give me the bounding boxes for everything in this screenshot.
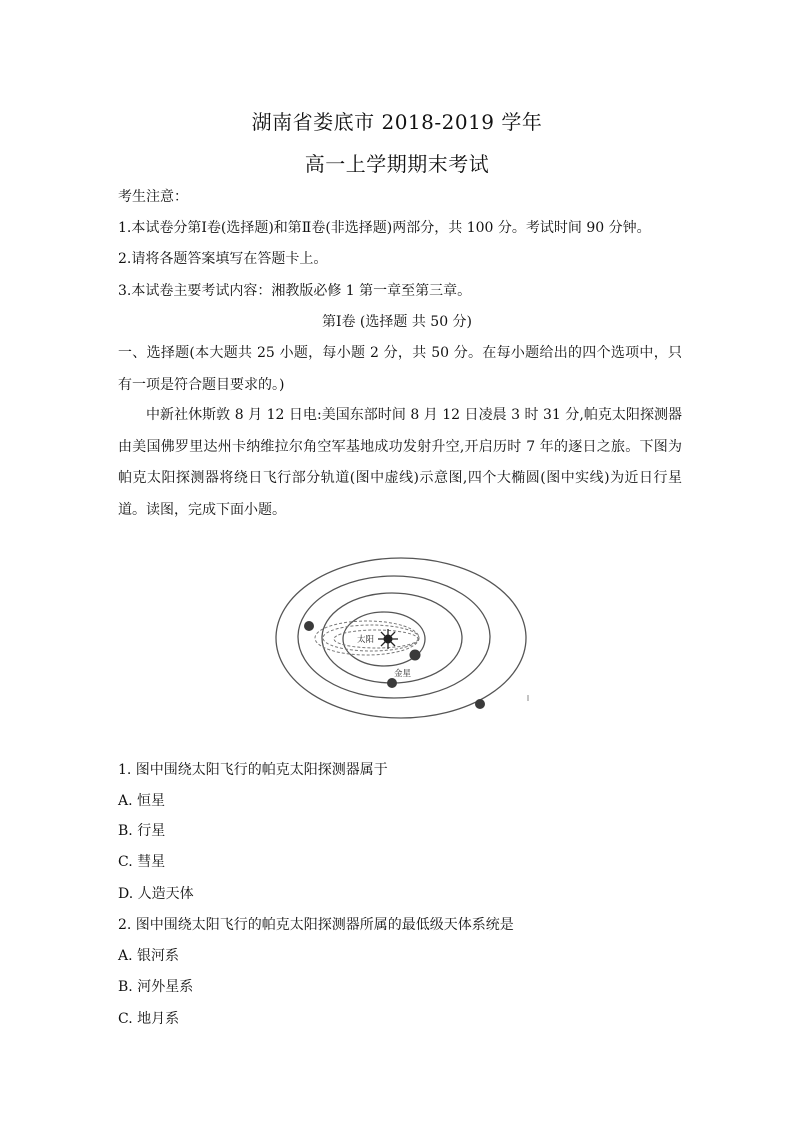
question-2-stem: 2. 图中围绕太阳飞行的帕克太阳探测器所属的最低级天体系统是 (118, 917, 514, 933)
notice-item-1: 1.本试卷分第Ⅰ卷(选择题)和第Ⅱ卷(非选择题)两部分，共 100 分。考试时间 90 分钟。 (118, 220, 651, 236)
notice-heading: 考生注意： (118, 189, 188, 205)
exam-title-line1: 湖南省娄底市 2018-2019 学年 (251, 110, 543, 134)
question-1-option-c: C. 彗星 (118, 854, 166, 870)
question-1-option-d: D. 人造天体 (118, 886, 194, 902)
exam-title-line2: 高一上学期期末考试 (304, 152, 490, 176)
probe-orbit-3 (334, 630, 418, 648)
part-title: 第Ⅰ卷 (选择题 共 50 分) (321, 314, 473, 330)
question-2-option-b: B. 河外星系 (118, 979, 194, 995)
question-1-option-a: A. 恒星 (118, 793, 166, 809)
sun-label: 太阳 (357, 635, 375, 645)
question-1-stem: 1. 图中围绕太阳飞行的帕克太阳探测器属于 (118, 762, 388, 778)
orbit-outer-1 (276, 558, 526, 718)
venus-label: 金星 (394, 669, 412, 679)
planet-outer (475, 699, 485, 709)
venus-planet (387, 678, 397, 688)
notice-item-2: 2.请将各题答案填写在答题卡上。 (118, 251, 328, 267)
solar-orbit-figure (270, 552, 532, 738)
reading-passage (118, 400, 682, 526)
planet-right-inner (410, 650, 421, 661)
planet-left (304, 621, 314, 631)
section-instructions: 一、选择题(本大题共 25 小题，每小题 2 分，共 50 分。在每小题给出的四个选项中，只有一项是符合题目要求的。) (118, 345, 682, 393)
notice-item-3: 3.本试卷主要考试内容：湘教版必修 1 第一章至第三章。 (118, 283, 472, 299)
question-2-option-c: C. 地月系 (118, 1011, 180, 1027)
passage-text: 中新社休斯敦 8 月 12 日电:美国东部时间 8 月 12 日凌晨 3 时 31 分,帕克太阳探测器由美国佛罗里达州卡纳维拉尔角空军基地成功发射升空,开启历时 7 年的逐日之旅。下图为帕克太阳探测器将绕日飞行部分轨道(图中虚线)示意图,四个大椭圆(图中实线)为近日行星道。读图，完成下面小题。 (118, 407, 682, 518)
question-1-option-b: B. 行星 (118, 823, 166, 839)
question-2-option-a: A. 银河系 (118, 948, 180, 964)
sun-icon (378, 629, 398, 649)
